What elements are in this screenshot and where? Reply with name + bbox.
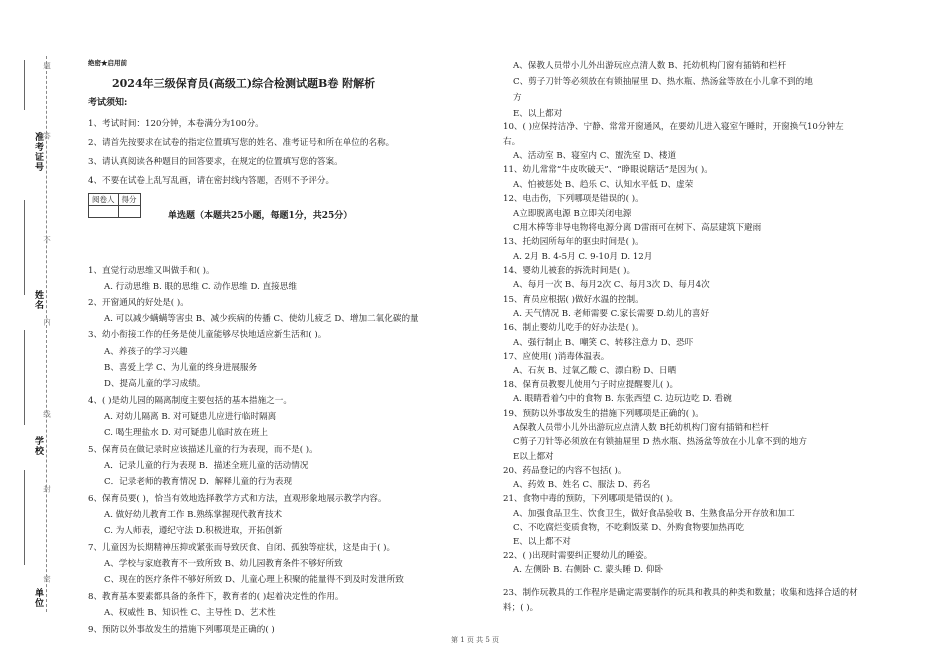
question-line: 2、开窗通风的好处是( )。 (88, 298, 189, 308)
option-line: C、现在的医疗条件不够好所致 D、儿童心理上积聚的能量得不到及时发泄所致 (104, 575, 404, 585)
score-header-score: 得分 (118, 194, 140, 206)
question-line: 10、( )应保持洁净、宁静、常常开窗通风，在要幼儿进入寝室午睡时，开窗换气10分钟左 (503, 122, 844, 132)
question-line: 8、教育基本要素都具备的条件下，教育者的( )起着决定性的作用。 (88, 592, 344, 602)
school-label: 学校 (33, 436, 43, 456)
question-line: 13、托幼园所每年的驱虫时间是( )。 (503, 237, 644, 247)
option-line: C. 喝生理盐水 D. 对可疑患儿临时放在班上 (104, 428, 269, 438)
question-line: 料；( )。 (503, 603, 539, 613)
option-line: A. 做好幼儿教育工作 B.熟练掌握现代教育技术 (104, 510, 283, 520)
notice-item: 2、请首先按要求在试卷的指定位置填写您的姓名、准考证号和所在单位的名称。 (88, 138, 395, 148)
option-line: A. 对幼儿隔离 B. 对可疑患儿应进行临时隔离 (104, 412, 277, 422)
score-cell-score (118, 206, 140, 218)
score-table (88, 193, 141, 218)
score-header-reviewer: 阅卷人 (89, 194, 119, 206)
option-line: E以上都对 (513, 452, 554, 462)
option-line: A、保教人员带小儿外出游玩应点清人数 B、托幼机构门窗有插销和栏杆 (513, 61, 787, 71)
notice-item: 4、不要在试卷上乱写乱画，请在密封线内答题，否则不予评分。 (88, 176, 335, 186)
option-line: A. 眼睛看着勺中的食物 B. 东张西望 C. 边玩边吃 D. 看碗 (513, 394, 732, 404)
option-line: A. 左侧卧 B. 右侧卧 C. 蒙头睡 D. 仰卧 (513, 565, 663, 575)
question-line: 1、直觉行动思维又叫做手和( )。 (88, 266, 215, 276)
option-line: B、喜爱上学 C、为儿童的终身进展服务 (104, 363, 258, 373)
question-line: 7、儿童因为长期精神压抑或紧张而导致厌食、自闭、孤独等症状，这是由于( )。 (88, 543, 396, 553)
question-line: 23、制作玩教具的工作程序是确定需要制作的玩具和教具的种类和数量；收集和选择合适的材 (503, 588, 858, 598)
question-line: 6、保育员要( )，恰当有效地选择教学方式和方法，直观形象地展示教学内容。 (88, 494, 387, 504)
question-line: 11、幼儿常常“牛皮吹破天”、“睁眼说瞎话”是因为( )。 (503, 165, 713, 175)
question-line: 20、药品登记的内容不包括( )。 (503, 466, 627, 476)
option-line: A、药效 B、姓名 C、服法 D、药名 (513, 480, 651, 490)
page-title: 2024年三级保育员(高级工)综合检测试题B卷 附解析 (112, 77, 376, 90)
option-line: C．记录老师的教育情况 D．解释儿童的行为表现 (104, 477, 293, 487)
option-line: C. 为人师表，遵纪守法 D.积极进取，开拓创新 (104, 526, 283, 536)
option-line: A、养孩子的学习兴趣 (104, 347, 188, 357)
question-line: 9、预防以外事故发生的措施下列哪项是正确的( ) (88, 625, 275, 635)
notice-item: 1、考试时间：120分钟，本卷满分为100分。 (88, 119, 264, 129)
question-line: 17、应使用( )消毒体温表。 (503, 352, 610, 362)
option-line: C剪子刀针等必须放在有锁抽屉里 D 热水瓶、热汤盆等放在小儿拿不到的地方 (513, 437, 807, 447)
answer-underline-kaohao (24, 200, 25, 295)
option-line: E、以上都不对 (513, 537, 571, 547)
notice-title: 考试须知: (88, 98, 128, 108)
option-line: A. 行动思维 B. 眼的思维 C. 动作思维 D. 直接思维 (104, 282, 297, 292)
notice-item: 3、请认真阅读各种题目的回答要求，在规定的位置填写您的答案。 (88, 157, 343, 167)
option-line: A、怕被惩处 B、趋乐 C、认知水平低 D、虚荣 (513, 180, 694, 190)
seal-char: 题 (42, 62, 52, 70)
unit-label: 单位 (33, 588, 43, 608)
option-line: C、剪子刀针等必须放在有锁抽屉里 D、热水瓶、热汤盆等放在小儿拿不到的地 (513, 77, 813, 87)
option-line: A. 可以减少螨螨等害虫 B、减少疾病的传播 C、使幼儿疲乏 D、增加二氧化碳的量 (104, 314, 419, 324)
option-line: C、不吃腐烂变质食物，不吃剩饭菜 D、外购食物要加热再吃 (513, 523, 745, 533)
kaohao-label: 准考证号 (33, 132, 43, 172)
option-line: A、加强食品卫生、饮食卫生，做好食品验收 B、生熟食品分开存放和加工 (513, 509, 795, 519)
secret-mark: 绝密★启用前 (88, 59, 127, 67)
option-line: E、以上都对 (513, 109, 563, 119)
answer-underline-name (24, 330, 25, 425)
seal-char: 答 (42, 132, 52, 140)
option-line: D、提高儿童的学习成绩。 (104, 379, 206, 389)
question-line: 5、保育员在做记录时应该描述儿童的行为表现，而不是( )。 (88, 445, 318, 455)
seal-char: 内 (42, 318, 52, 326)
seal-char: 密 (42, 575, 52, 583)
question-line: 21、食物中毒的预防，下列哪项是错误的( )。 (503, 494, 679, 504)
option-line: A、权威性 B、知识性 C、主导性 D、艺术性 (104, 608, 276, 618)
seal-char: 封 (42, 485, 52, 493)
page-footer: 第 1 页 共 5 页 (450, 636, 500, 644)
option-line: A立即脱离电源 B立即关闭电源 (513, 209, 632, 219)
option-line: A、活动室 B、寝室内 C、盥洗室 D、楼道 (513, 151, 677, 161)
option-line: A．记录儿童的行为表现 B．描述全班儿童的活动情况 (104, 461, 309, 471)
option-line: A、强行制止 B、嘲笑 C、转移注意力 D、恐吓 (513, 338, 694, 348)
question-line: 4、( )是幼儿园的隔离制度主要包括的基本措施之一。 (88, 396, 292, 406)
question-line: 12、电击伤，下列哪项是错误的( )。 (503, 194, 644, 204)
option-line: A保教人员带小儿外出游玩应点清人数 B托幼机构门窗有插销和栏杆 (513, 423, 769, 433)
seal-char: 不 (42, 236, 52, 244)
option-line: C用木棒等非导电物将电源分离 D雷雨可在树下、高层建筑下避雨 (513, 223, 762, 233)
option-line: A、石灰 B、过氧乙酸 C、漂白粉 D、日晒 (513, 366, 677, 376)
answer-underline-school (24, 470, 25, 565)
option-line: A. 2月 B. 4-5月 C. 9-10月 D. 12月 (513, 252, 653, 262)
option-line: A、学校与家庭教育不一致所致 B、幼儿园教育条件不够好所致 (104, 559, 343, 569)
name-label: 姓名 (33, 290, 43, 310)
question-line: 3、幼小衔接工作的任务是使儿童能够尽快地适应新生活和( )。 (88, 330, 327, 340)
question-line: 18、保育员教婴儿使用勺子时应提醒婴儿( )。 (503, 380, 679, 390)
question-line: 22、( )出现时需要纠正婴幼儿的睡姿。 (503, 551, 653, 561)
score-cell-reviewer (89, 206, 119, 218)
question-line: 右。 (503, 137, 521, 147)
question-line: 16、制止婴幼儿吃手的好办法是( )。 (503, 323, 644, 333)
question-line: 15、育员应根据( )做好水温的控制。 (503, 295, 644, 305)
question-line: 14、婴幼儿被套的拆洗时间是( )。 (503, 266, 636, 276)
option-line: A. 天气情况 B. 老师需要 C.家长需要 D.幼儿的喜好 (513, 309, 710, 319)
answer-underline-top (24, 60, 25, 110)
question-line: 19、预防以外事故发生的措施下列哪项是正确的( )。 (503, 409, 704, 419)
section-title: 单选题（本题共25小题，每题1分，共25分） (168, 211, 353, 221)
option-line: A、每月一次 B、每月2次 C、每月3次 D、每月4次 (513, 280, 710, 290)
option-line: 方 (513, 93, 522, 103)
seal-char: 线 (42, 410, 52, 418)
